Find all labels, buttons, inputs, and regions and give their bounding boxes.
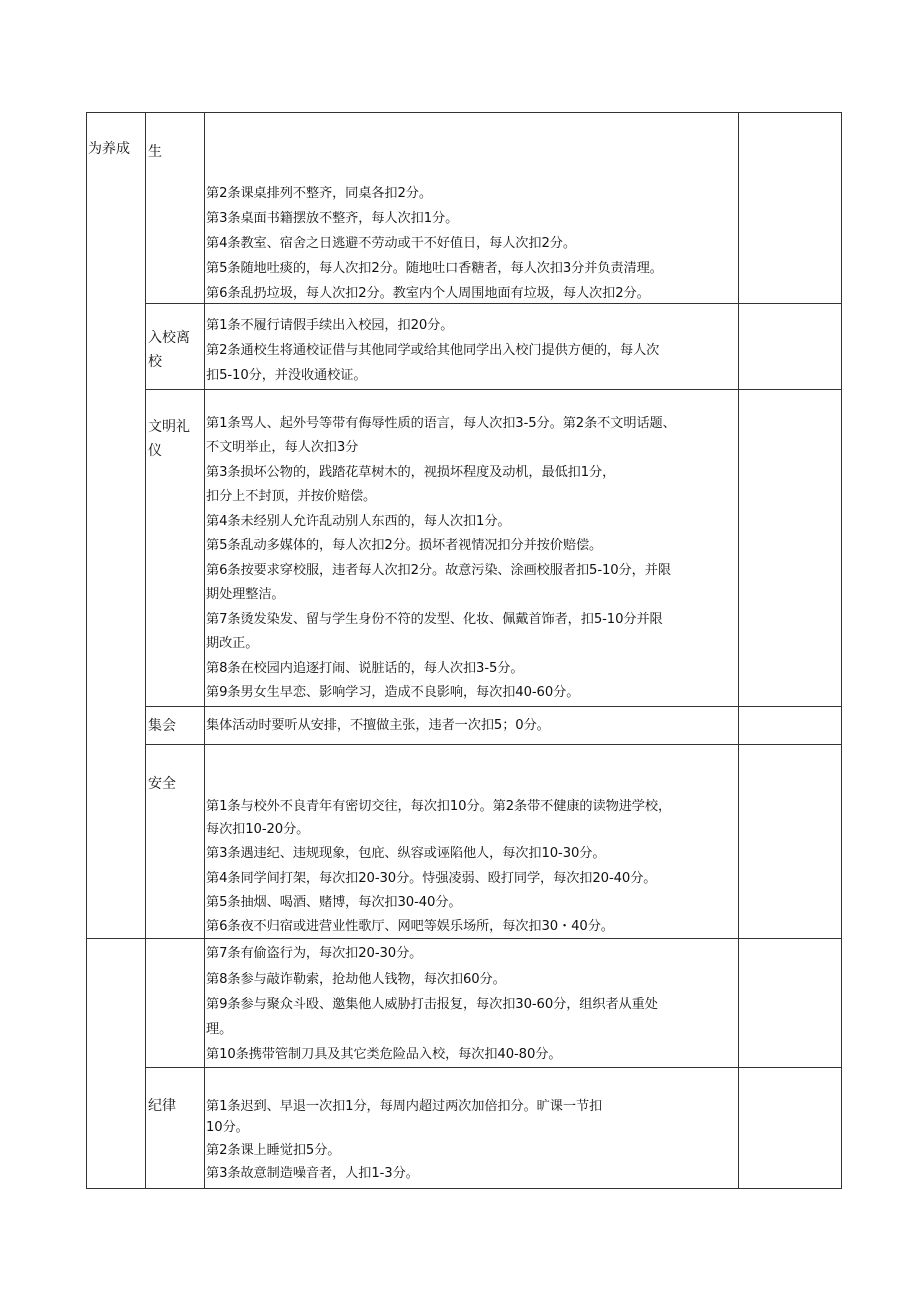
rule-line: 期改正。 <box>206 636 259 651</box>
rule-line: 第4条教室、宿舍之日逃避不劳动或干不好值日，每人次扣2分。 <box>206 236 576 251</box>
rule-line: 第5条随地吐痰的，每人次扣2分。随地吐口香糖者，每人次扣3分并负责清理。 <box>206 261 663 276</box>
rule-line: 理。 <box>206 1022 233 1037</box>
category-label: 安全 <box>148 776 176 792</box>
rule-line: 第7条有偷盗行为，每次扣20-30分。 <box>206 946 423 961</box>
section-label: 为养成 <box>88 141 130 157</box>
rule-line: 第1条迟到、早退一次扣1分，每周内超过两次加倍扣分。旷课一节扣 <box>206 1099 603 1114</box>
rule-line: 第1条与校外不良青年有密切交往，每次扣10分。第2条带不健康的读物进学校， <box>206 799 672 814</box>
rule-line: 第4条未经别人允许乱动别人东西的，每人次扣1分。 <box>206 514 511 529</box>
rule-line: 第3条损坏公物的，践踏花草树木的，视损坏程度及动机，最低扣1分， <box>206 465 616 480</box>
rule-line: 第8条在校园内追逐打闹、说脏话的，每人次扣3-5分。 <box>206 661 524 676</box>
row-divider <box>86 938 842 939</box>
rule-line: 第7条烫发染发、留与学生身份不符的发型、化妆、佩戴首饰者，扣5-10分并限 <box>206 612 663 627</box>
rule-line: 第3条故意制造噪音者，人扣1-3分。 <box>206 1166 419 1181</box>
category-label: 校 <box>148 354 162 370</box>
column-divider-content <box>204 112 205 1189</box>
rule-line: 扣5-10分，并没收通校证。 <box>206 368 367 383</box>
rule-line: 第5条乱动多媒体的，每人次扣2分。损坏者视情况扣分并按价赔偿。 <box>206 538 603 553</box>
row-divider <box>145 389 842 390</box>
rule-line: 第6条乱扔垃圾，每人次扣2分。教室内个人周围地面有垃圾，每人次扣2分。 <box>206 286 650 301</box>
column-divider-category <box>145 112 146 1189</box>
rule-line: 第8条参与敲诈勒索，抢劫他人钱物，每次扣60分。 <box>206 972 506 987</box>
rule-line: 每次扣10-20分。 <box>206 822 310 837</box>
rule-line: 第2条通校生将通校证借与其他同学或给其他同学出入校门提供方便的，每人次 <box>206 343 660 358</box>
column-divider-score <box>738 112 739 1189</box>
row-divider <box>145 744 842 745</box>
table-border-bottom <box>86 1188 842 1189</box>
rule-line: 第6条夜不归宿或进营业性歌厅、网吧等娱乐场所，每次扣30・40分。 <box>206 919 614 934</box>
rule-line: 集体活动时要听从安排，不擅做主张，违者一次扣5；0分。 <box>206 718 550 733</box>
category-label: 仪 <box>148 443 162 459</box>
rule-line: 第10条携带管制刀具及其它类危险品入校，每次扣40-80分。 <box>206 1047 562 1062</box>
rule-line: 第2条课上睡觉扣5分。 <box>206 1143 341 1158</box>
rule-line: 第4条同学间打架，每次扣20-30分。恃强凌弱、殴打同学，每次扣20-40分。 <box>206 871 657 886</box>
rule-line: 第3条遇违纪、违规现象，包庇、纵容或诬陷他人，每次扣10-30分。 <box>206 846 606 861</box>
table-border-top <box>86 112 842 113</box>
rule-line: 扣分上不封顶，并按价赔偿。 <box>206 489 377 504</box>
category-label: 集会 <box>148 718 176 734</box>
category-label: 文明礼 <box>148 419 190 435</box>
rule-line: 第3条桌面书籍摆放不整齐，每人次扣1分。 <box>206 211 459 226</box>
rule-line: 第2条课桌排列不整齐，同桌各扣2分。 <box>206 186 432 201</box>
category-label: 入校离 <box>148 330 190 346</box>
rule-line: 第1条骂人、起外号等带有侮辱性质的语言，每人次扣3-5分。第2条不文明话题、 <box>206 416 676 431</box>
category-label: 纪律 <box>148 1098 176 1114</box>
category-label: 生 <box>148 144 162 160</box>
table-border-left <box>86 112 87 1189</box>
rule-line: 第5条抽烟、喝酒、赌博，每次扣30-40分。 <box>206 895 462 910</box>
row-divider <box>145 1067 842 1068</box>
rule-line: 第9条参与聚众斗殴、邀集他人威胁打击报复，每次扣30-60分，组织者从重处 <box>206 997 658 1012</box>
rule-line: 第6条按要求穿校服，违者每人次扣2分。故意污染、涂画校服者扣5-10分，并限 <box>206 563 671 578</box>
rule-line: 第1条不履行请假手续出入校园，扣20分。 <box>206 318 454 333</box>
rule-line: 10分。 <box>206 1120 249 1135</box>
rule-line: 不文明举止，每人次扣3分 <box>206 440 359 455</box>
rule-line: 第9条男女生早恋、影响学习，造成不良影响，每次扣40-60分。 <box>206 685 580 700</box>
row-divider <box>145 706 842 707</box>
rule-line: 期处理整洁。 <box>206 587 285 602</box>
table-border-right <box>841 112 842 1189</box>
